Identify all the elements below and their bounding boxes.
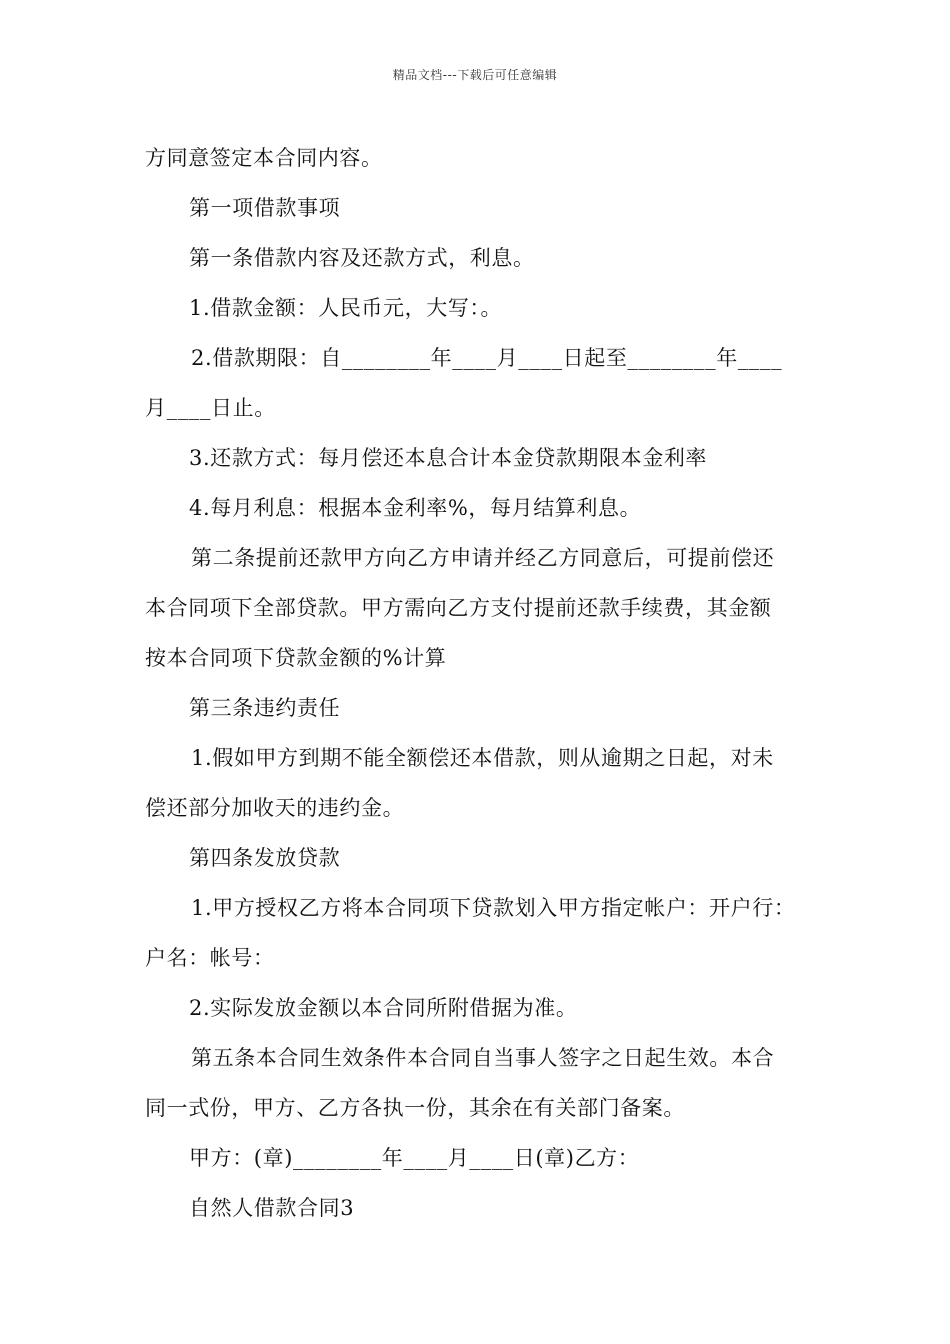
article-paragraph: 第五条本合同生效条件本合同自当事人签字之日起生效。本合 (191, 1046, 775, 1070)
paragraph-line: 按本合同项下贷款金额的%计算 (145, 646, 447, 670)
document-body (145, 133, 825, 1233)
paragraph-line: 2.借款期限：自________年____月____日起至________年____ (191, 346, 783, 370)
article-paragraph: 第二条提前还款甲方向乙方申请并经乙方同意后，可提前偿还 (191, 546, 775, 570)
paragraph-line: 1.借款金额：人民币元，大写：。 (189, 296, 503, 320)
paragraph-line: 方同意签定本合同内容。 (145, 146, 383, 170)
paragraph-line: 3.还款方式：每月偿还本息合计本金贷款期限本金利率 (189, 446, 708, 470)
paragraph-line: 同一式份，甲方、乙方各执一份，其余在有关部门备案。 (145, 1096, 685, 1120)
section-heading: 第一项借款事项 (189, 196, 341, 220)
next-document-title: 自然人借款合同3 (189, 1196, 355, 1220)
paragraph-line: 月____日止。 (145, 396, 276, 420)
paragraph-line: 4.每月利息：根据本金利率%，每月结算利息。 (189, 496, 642, 520)
article-heading: 第四条发放贷款 (189, 846, 341, 870)
page-header: 精品文档---下载后可任意编辑 (392, 68, 558, 82)
paragraph-line: 户名：帐号： (145, 946, 275, 970)
article-heading: 第三条违约责任 (189, 696, 341, 720)
signature-line: 甲方：(章)________年____月____日(章)乙方： (189, 1146, 640, 1170)
article-heading: 第一条借款内容及还款方式，利息。 (189, 246, 535, 270)
paragraph-line: 1.甲方授权乙方将本合同项下贷款划入甲方指定帐户：开户行： (191, 896, 796, 920)
paragraph-line: 1.假如甲方到期不能全额偿还本借款，则从逾期之日起，对未 (191, 746, 774, 770)
paragraph-line: 本合同项下全部贷款。甲方需向乙方支付提前还款手续费，其金额 (145, 596, 772, 620)
paragraph-line: 2.实际发放金额以本合同所附借据为准。 (189, 996, 578, 1020)
paragraph-line: 偿还部分加收天的违约金。 (145, 796, 405, 820)
